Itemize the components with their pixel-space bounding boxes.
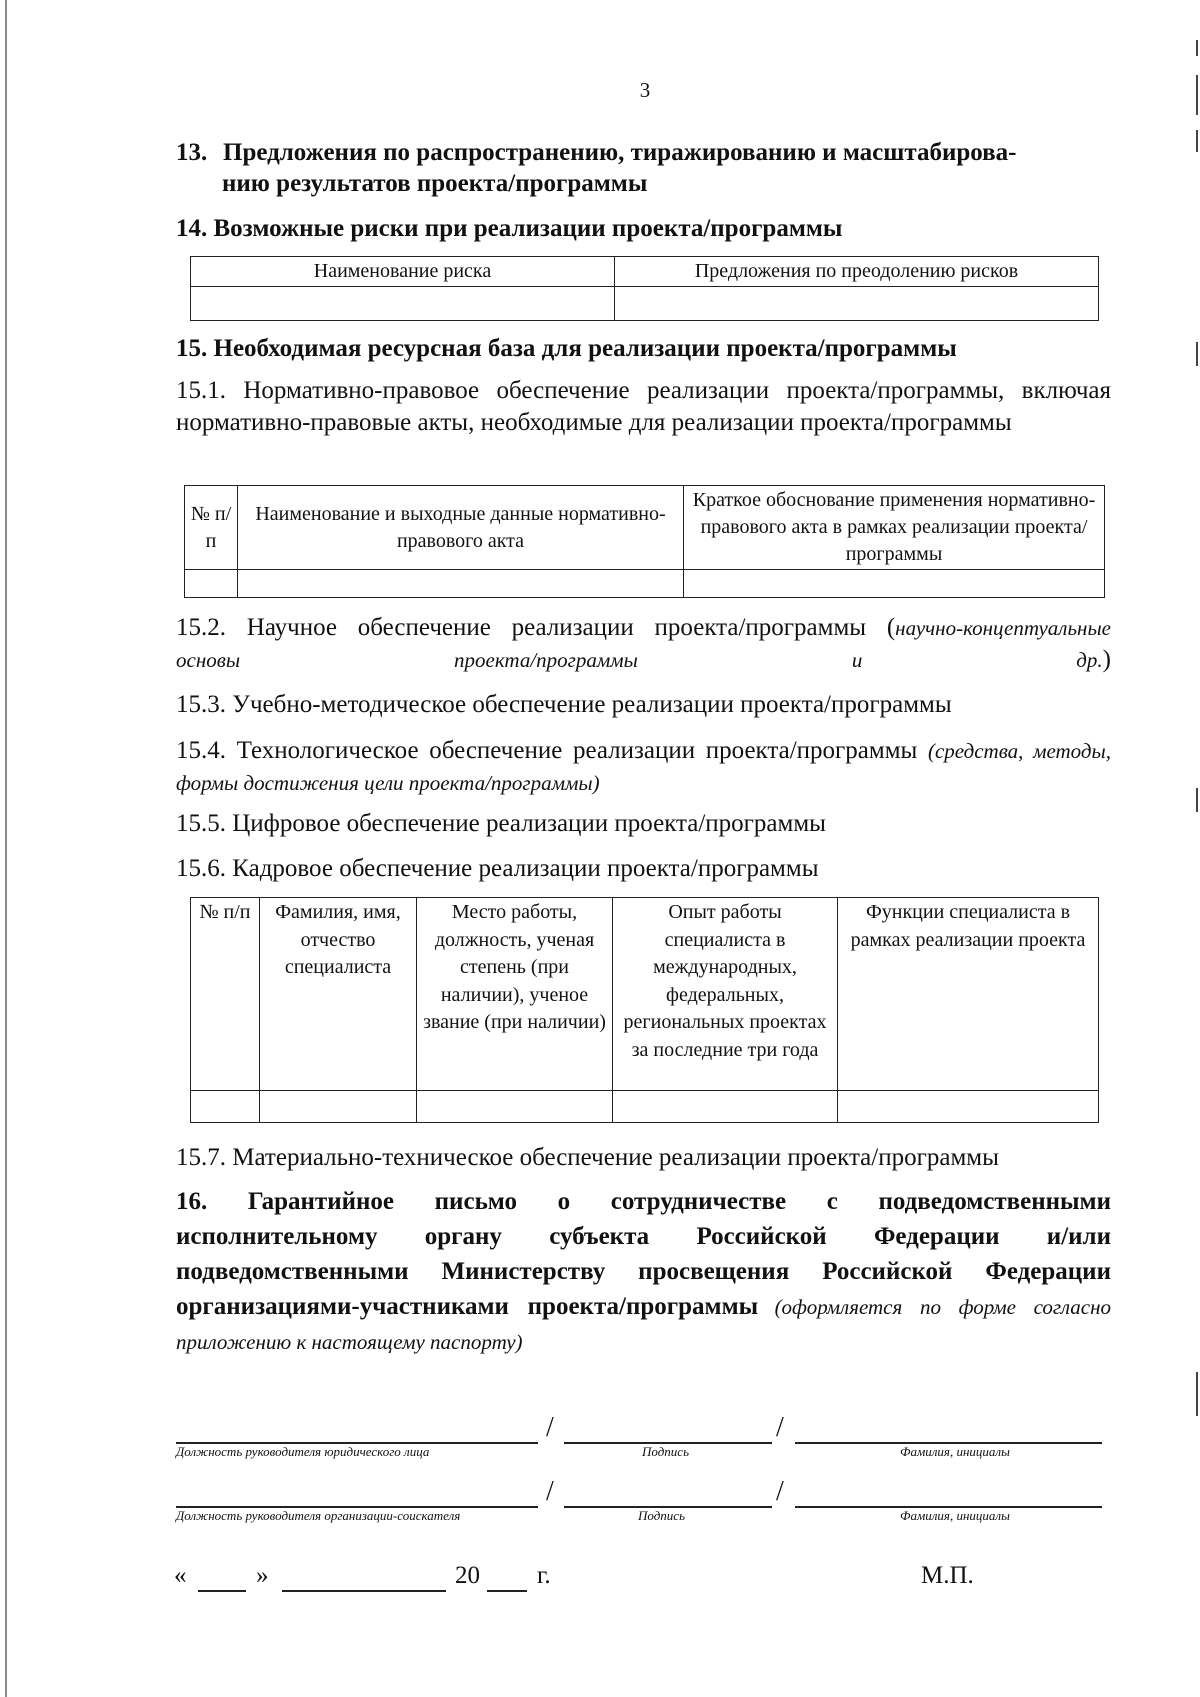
date-close-quote: » — [256, 1562, 269, 1589]
table-cell[interactable] — [185, 570, 238, 598]
section-16-note: (оформляется по форме согласно приложению к настоящему паспорту) — [176, 1295, 1111, 1354]
staff-workplace-header: Место работы, должность, ученая степень (при наличии), ученое звание (при наличии) — [417, 898, 613, 1091]
section-13-heading — [176, 137, 1096, 199]
section-15-2-close: ) — [1102, 646, 1111, 673]
table-row — [191, 287, 1099, 321]
table-cell[interactable] — [191, 1091, 260, 1123]
table-cell[interactable] — [615, 287, 1099, 321]
section-14-heading: 14. Возможные риски при реализации проекта/программы — [176, 215, 843, 242]
section-15-7-text: 15.7. Материально-техническое обеспечение реализации проекта/программы — [176, 1144, 999, 1171]
staff-num-header: № п/п — [191, 898, 260, 1091]
section-16 — [176, 1186, 1111, 1361]
section-15-4 — [176, 735, 1111, 799]
caption-signature-1: Подпись — [642, 1444, 689, 1459]
section-15-2-line — [176, 612, 1111, 676]
table-cell[interactable] — [838, 1091, 1099, 1123]
table-cell[interactable] — [684, 570, 1105, 598]
table-row — [185, 570, 1105, 598]
section-15-4-italic: (средства, методы, формы достижения цели проекта/программы) — [176, 739, 1111, 795]
table-header-row — [191, 257, 1099, 287]
section-15-2-text: 15.2. Научное обеспечение реализации проекта/программы ( — [176, 614, 896, 641]
scan-mark-right-6 — [1196, 1372, 1198, 1416]
risk-proposals-header: Предложения по преодолению рисков — [615, 257, 1099, 287]
table-row — [191, 1091, 1099, 1123]
date-open-quote: « — [174, 1562, 187, 1589]
date-year-line[interactable] — [487, 1590, 527, 1592]
separator-slash: / — [546, 1476, 554, 1507]
date-year-suffix: г. — [537, 1562, 551, 1589]
table-cell[interactable] — [417, 1091, 613, 1123]
page-number: 3 — [639, 78, 651, 102]
legal-num-header: № п/п — [185, 486, 238, 570]
caption-position-1: Должность руководителя юридического лица — [176, 1444, 430, 1459]
section-15-2 — [176, 612, 1111, 676]
staff-name-header: Фамилия, имя, отчество специалиста — [260, 898, 417, 1091]
caption-position-2: Должность руководителя организации-соискателя — [176, 1508, 461, 1523]
staff-experience-header: Опыт работы специалиста в международных, федеральных, региональных проектах за последние три года — [613, 898, 838, 1091]
risk-name-header: Наименование риска — [191, 257, 615, 287]
section-15-1-text: 15.1. Нормативно-правовое обеспечение реализации проекта/программы, включая нормативно-правовые акты, необходимые для реализации проекта/программы — [176, 377, 1111, 436]
table-cell[interactable] — [260, 1091, 417, 1123]
legal-reason-header: Краткое обоснование применения нормативно-правового акта в рамках реализации проекта/программы — [684, 486, 1105, 570]
section-15-3-text: 15.3. Учебно-методическое обеспечение реализации проекта/программы — [176, 691, 952, 718]
scan-mark-right-4 — [1196, 342, 1198, 366]
table-header-row — [191, 898, 1099, 1091]
date-year-prefix: 20 — [455, 1562, 480, 1589]
risk-table — [190, 256, 1099, 321]
caption-signature-2: Подпись — [638, 1508, 685, 1523]
section-15-5-text: 15.5. Цифровое обеспечение реализации проекта/программы — [176, 810, 826, 837]
scan-mark-right-3 — [1196, 130, 1198, 152]
staff-functions-header: Функции специалиста в рамках реализации проекта — [838, 898, 1099, 1091]
section-15-heading: 15. Необходимая ресурсная база для реализации проекта/программы — [176, 335, 957, 362]
table-cell[interactable] — [613, 1091, 838, 1123]
section-15-6-text: 15.6. Кадровое обеспечение реализации проекта/программы — [176, 855, 819, 882]
date-day-line[interactable] — [198, 1590, 246, 1592]
staff-table — [190, 897, 1099, 1123]
table-cell[interactable] — [238, 570, 684, 598]
scan-mark-right-5 — [1196, 788, 1198, 812]
section-13-number: 13. — [176, 139, 208, 166]
separator-slash: / — [776, 1476, 784, 1507]
scan-mark-right-1 — [1196, 40, 1198, 56]
caption-name-1: Фамилия, инициалы — [900, 1444, 1010, 1459]
legal-name-header: Наименование и выходные данные нормативно-правового акта — [238, 486, 684, 570]
section-13-line-2: нию результатов проекта/программы — [222, 170, 648, 197]
scan-edge-left — [5, 0, 7, 1697]
table-cell[interactable] — [191, 287, 615, 321]
caption-name-2: Фамилия, инициалы — [900, 1508, 1010, 1523]
stamp-place: М.П. — [921, 1562, 974, 1589]
section-15-2-italic: научно-концептуальные основы проекта/программы и др. — [176, 616, 1111, 672]
separator-slash: / — [776, 1412, 784, 1443]
legal-acts-table — [184, 485, 1105, 598]
section-15-4-text: 15.4. Технологическое обеспечение реализации проекта/программы — [176, 737, 928, 764]
section-16-heading: 16. Гарантийное письмо о сотрудничестве с подведомственными исполнительному органу субъекта Российской Федерации и/или подведомственными Министерству просвещения Российской Федерации организациями-участниками проекта/программы — [176, 1188, 1111, 1320]
section-13-line-1: Предложения по распространению, тиражированию и масштабирова- — [223, 139, 1017, 166]
table-header-row — [185, 486, 1105, 570]
separator-slash: / — [546, 1412, 554, 1443]
date-month-line[interactable] — [282, 1590, 446, 1592]
